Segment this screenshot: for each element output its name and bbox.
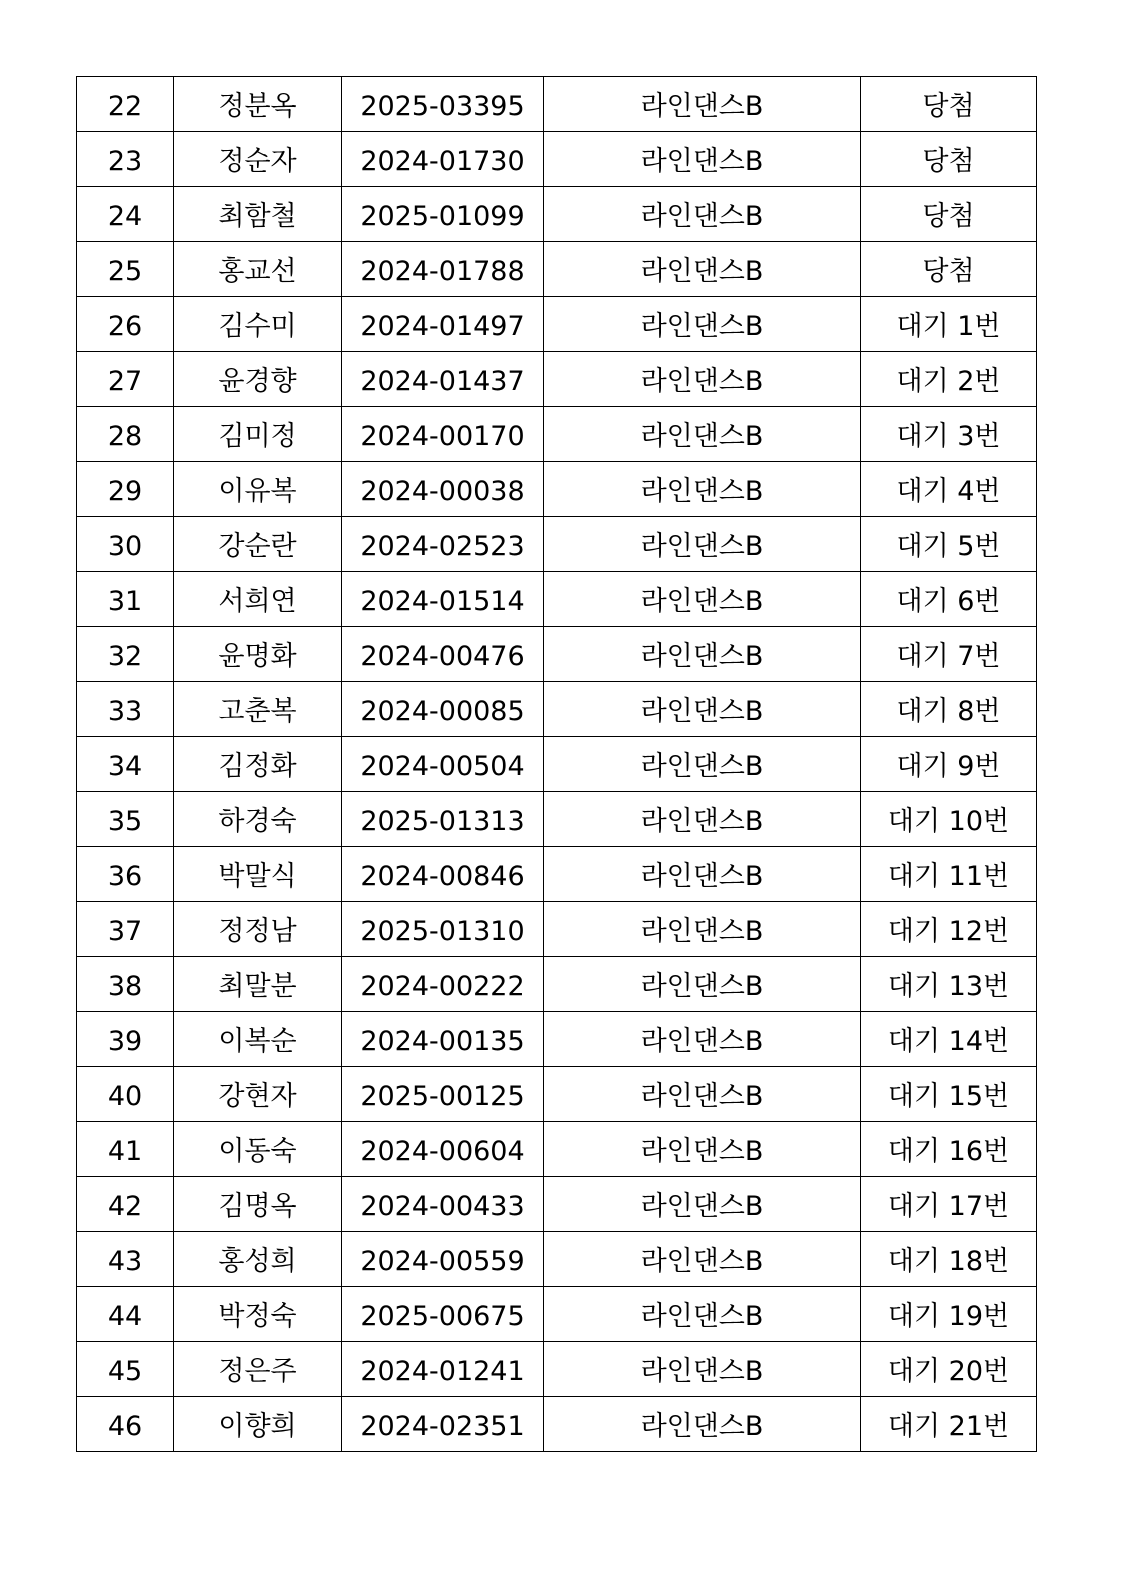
result-status-cell: 대기 15번 — [861, 1067, 1037, 1122]
applicant-name-cell: 윤명화 — [174, 627, 342, 682]
result-status-cell: 대기 13번 — [861, 957, 1037, 1012]
table-row — [77, 627, 1037, 682]
applicant-name-cell: 정순자 — [174, 132, 342, 187]
class-name-cell: 라인댄스B — [544, 902, 861, 957]
class-name-cell: 라인댄스B — [544, 1067, 861, 1122]
result-status-cell: 대기 10번 — [861, 792, 1037, 847]
row-number-cell: 39 — [77, 1012, 174, 1067]
table-row — [77, 187, 1037, 242]
applicant-name-cell: 이동숙 — [174, 1122, 342, 1177]
table-row — [77, 132, 1037, 187]
lottery-result-table-body — [77, 77, 1037, 1452]
row-number-cell: 40 — [77, 1067, 174, 1122]
applicant-name-cell: 홍교선 — [174, 242, 342, 297]
member-id-cell: 2024-00038 — [342, 462, 544, 517]
result-status-cell: 대기 9번 — [861, 737, 1037, 792]
class-name-cell: 라인댄스B — [544, 407, 861, 462]
row-number-cell: 31 — [77, 572, 174, 627]
class-name-cell: 라인댄스B — [544, 847, 861, 902]
class-name-cell: 라인댄스B — [544, 462, 861, 517]
applicant-name-cell: 윤경향 — [174, 352, 342, 407]
applicant-name-cell: 이향희 — [174, 1397, 342, 1452]
row-number-cell: 44 — [77, 1287, 174, 1342]
table-row — [77, 77, 1037, 132]
class-name-cell: 라인댄스B — [544, 957, 861, 1012]
row-number-cell: 27 — [77, 352, 174, 407]
applicant-name-cell: 김수미 — [174, 297, 342, 352]
row-number-cell: 46 — [77, 1397, 174, 1452]
row-number-cell: 32 — [77, 627, 174, 682]
table-row — [77, 242, 1037, 297]
result-status-cell: 대기 20번 — [861, 1342, 1037, 1397]
class-name-cell: 라인댄스B — [544, 1287, 861, 1342]
result-status-cell: 대기 4번 — [861, 462, 1037, 517]
result-status-cell: 대기 7번 — [861, 627, 1037, 682]
applicant-name-cell: 김정화 — [174, 737, 342, 792]
result-status-cell: 대기 11번 — [861, 847, 1037, 902]
row-number-cell: 43 — [77, 1232, 174, 1287]
row-number-cell: 24 — [77, 187, 174, 242]
applicant-name-cell: 홍성희 — [174, 1232, 342, 1287]
applicant-name-cell: 박정숙 — [174, 1287, 342, 1342]
applicant-name-cell: 정정남 — [174, 902, 342, 957]
member-id-cell: 2024-00846 — [342, 847, 544, 902]
result-status-cell: 대기 21번 — [861, 1397, 1037, 1452]
applicant-name-cell: 고춘복 — [174, 682, 342, 737]
class-name-cell: 라인댄스B — [544, 132, 861, 187]
result-status-cell: 대기 17번 — [861, 1177, 1037, 1232]
row-number-cell: 30 — [77, 517, 174, 572]
class-name-cell: 라인댄스B — [544, 1232, 861, 1287]
applicant-name-cell: 이유복 — [174, 462, 342, 517]
table-row — [77, 1232, 1037, 1287]
member-id-cell: 2025-00675 — [342, 1287, 544, 1342]
result-status-cell: 대기 8번 — [861, 682, 1037, 737]
table-row — [77, 407, 1037, 462]
member-id-cell: 2025-00125 — [342, 1067, 544, 1122]
table-row — [77, 297, 1037, 352]
class-name-cell: 라인댄스B — [544, 187, 861, 242]
table-row — [77, 1177, 1037, 1232]
applicant-name-cell: 박말식 — [174, 847, 342, 902]
member-id-cell: 2024-00222 — [342, 957, 544, 1012]
table-row — [77, 352, 1037, 407]
table-row — [77, 1287, 1037, 1342]
result-status-cell: 대기 6번 — [861, 572, 1037, 627]
class-name-cell: 라인댄스B — [544, 572, 861, 627]
applicant-name-cell: 서희연 — [174, 572, 342, 627]
row-number-cell: 45 — [77, 1342, 174, 1397]
result-status-cell: 대기 2번 — [861, 352, 1037, 407]
applicant-name-cell: 하경숙 — [174, 792, 342, 847]
table-row — [77, 957, 1037, 1012]
class-name-cell: 라인댄스B — [544, 682, 861, 737]
row-number-cell: 35 — [77, 792, 174, 847]
member-id-cell: 2024-00135 — [342, 1012, 544, 1067]
applicant-name-cell: 강순란 — [174, 517, 342, 572]
result-status-cell: 대기 3번 — [861, 407, 1037, 462]
result-status-cell: 대기 12번 — [861, 902, 1037, 957]
table-row — [77, 847, 1037, 902]
table-row — [77, 462, 1037, 517]
member-id-cell: 2024-00604 — [342, 1122, 544, 1177]
member-id-cell: 2024-01514 — [342, 572, 544, 627]
result-status-cell: 대기 14번 — [861, 1012, 1037, 1067]
member-id-cell: 2025-01099 — [342, 187, 544, 242]
table-row — [77, 737, 1037, 792]
row-number-cell: 36 — [77, 847, 174, 902]
class-name-cell: 라인댄스B — [544, 1397, 861, 1452]
row-number-cell: 23 — [77, 132, 174, 187]
applicant-name-cell: 김명옥 — [174, 1177, 342, 1232]
class-name-cell: 라인댄스B — [544, 352, 861, 407]
class-name-cell: 라인댄스B — [544, 1342, 861, 1397]
member-id-cell: 2024-02351 — [342, 1397, 544, 1452]
member-id-cell: 2024-00170 — [342, 407, 544, 462]
result-status-cell: 당첨 — [861, 187, 1037, 242]
member-id-cell: 2025-01313 — [342, 792, 544, 847]
table-row — [77, 1122, 1037, 1177]
table-row — [77, 902, 1037, 957]
row-number-cell: 42 — [77, 1177, 174, 1232]
applicant-name-cell: 정분옥 — [174, 77, 342, 132]
applicant-name-cell: 정은주 — [174, 1342, 342, 1397]
member-id-cell: 2024-00433 — [342, 1177, 544, 1232]
result-status-cell: 당첨 — [861, 242, 1037, 297]
class-name-cell: 라인댄스B — [544, 242, 861, 297]
row-number-cell: 37 — [77, 902, 174, 957]
row-number-cell: 25 — [77, 242, 174, 297]
result-status-cell: 대기 19번 — [861, 1287, 1037, 1342]
member-id-cell: 2025-01310 — [342, 902, 544, 957]
row-number-cell: 22 — [77, 77, 174, 132]
member-id-cell: 2024-01437 — [342, 352, 544, 407]
lottery-result-table — [76, 76, 1037, 1452]
result-status-cell: 대기 1번 — [861, 297, 1037, 352]
row-number-cell: 41 — [77, 1122, 174, 1177]
table-row — [77, 572, 1037, 627]
applicant-name-cell: 이복순 — [174, 1012, 342, 1067]
applicant-name-cell: 강현자 — [174, 1067, 342, 1122]
class-name-cell: 라인댄스B — [544, 517, 861, 572]
class-name-cell: 라인댄스B — [544, 627, 861, 682]
table-row — [77, 792, 1037, 847]
table-row — [77, 1012, 1037, 1067]
result-status-cell: 대기 16번 — [861, 1122, 1037, 1177]
result-status-cell: 당첨 — [861, 77, 1037, 132]
class-name-cell: 라인댄스B — [544, 1177, 861, 1232]
class-name-cell: 라인댄스B — [544, 1122, 861, 1177]
row-number-cell: 34 — [77, 737, 174, 792]
member-id-cell: 2025-03395 — [342, 77, 544, 132]
class-name-cell: 라인댄스B — [544, 792, 861, 847]
member-id-cell: 2024-00476 — [342, 627, 544, 682]
member-id-cell: 2024-01788 — [342, 242, 544, 297]
member-id-cell: 2024-00559 — [342, 1232, 544, 1287]
table-row — [77, 1342, 1037, 1397]
class-name-cell: 라인댄스B — [544, 1012, 861, 1067]
result-status-cell: 대기 5번 — [861, 517, 1037, 572]
table-row — [77, 1067, 1037, 1122]
member-id-cell: 2024-00085 — [342, 682, 544, 737]
class-name-cell: 라인댄스B — [544, 297, 861, 352]
row-number-cell: 33 — [77, 682, 174, 737]
applicant-name-cell: 최말분 — [174, 957, 342, 1012]
class-name-cell: 라인댄스B — [544, 737, 861, 792]
result-status-cell: 대기 18번 — [861, 1232, 1037, 1287]
row-number-cell: 38 — [77, 957, 174, 1012]
member-id-cell: 2024-00504 — [342, 737, 544, 792]
table-row — [77, 1397, 1037, 1452]
member-id-cell: 2024-01497 — [342, 297, 544, 352]
table-row — [77, 682, 1037, 737]
class-name-cell: 라인댄스B — [544, 77, 861, 132]
row-number-cell: 26 — [77, 297, 174, 352]
member-id-cell: 2024-01241 — [342, 1342, 544, 1397]
member-id-cell: 2024-01730 — [342, 132, 544, 187]
row-number-cell: 29 — [77, 462, 174, 517]
table-row — [77, 517, 1037, 572]
applicant-name-cell: 김미정 — [174, 407, 342, 462]
member-id-cell: 2024-02523 — [342, 517, 544, 572]
applicant-name-cell: 최함철 — [174, 187, 342, 242]
row-number-cell: 28 — [77, 407, 174, 462]
result-status-cell: 당첨 — [861, 132, 1037, 187]
